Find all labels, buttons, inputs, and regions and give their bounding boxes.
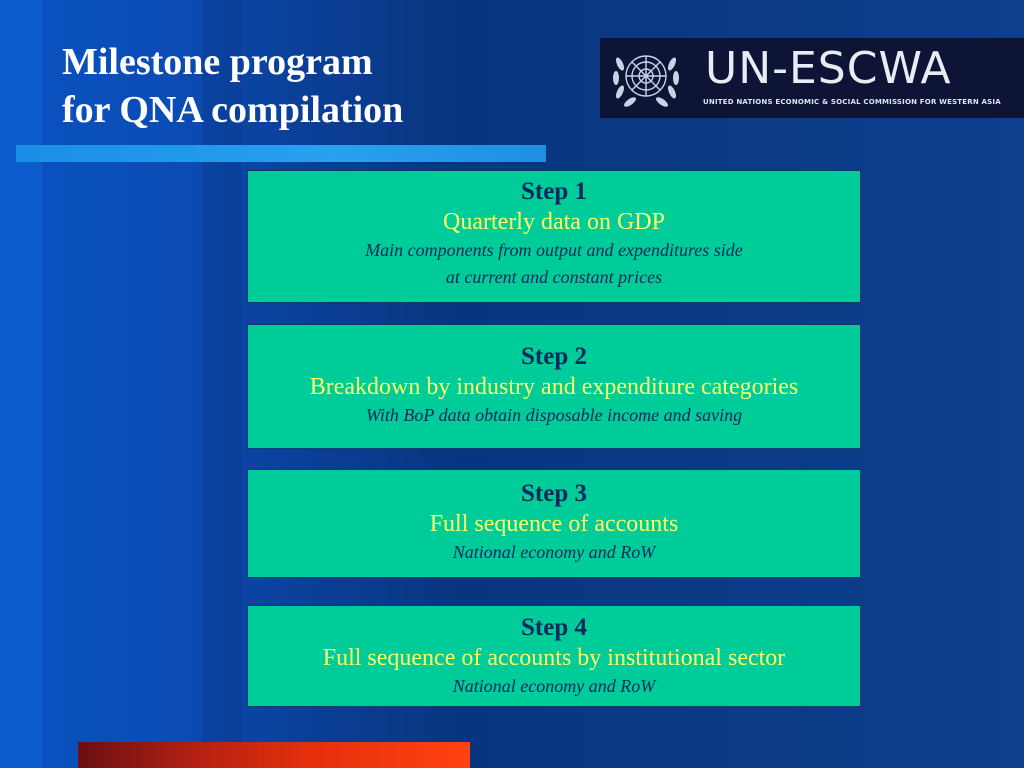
slide-title-line-2: for QNA compilation xyxy=(62,89,404,131)
step-box-3 xyxy=(247,469,861,578)
step-detail-text: Main components from output and expenditures side xyxy=(365,240,743,260)
step-main-text: Full sequence of accounts xyxy=(429,511,679,537)
step-detail-text: National economy and RoW xyxy=(452,542,656,562)
step-box-4 xyxy=(247,605,861,707)
bottom-accent-bar xyxy=(78,742,470,768)
step-title: Step 2 xyxy=(521,343,587,370)
background-band xyxy=(0,0,42,768)
slide-title xyxy=(62,38,403,134)
step-detail-text: at current and constant prices xyxy=(445,267,663,287)
un-escwa-logo xyxy=(600,38,1024,118)
slide-title-line-1: Milestone program xyxy=(62,41,373,83)
step-title: Step 1 xyxy=(521,178,587,205)
logo-subtitle: UNITED NATIONS ECONOMIC & SOCIAL COMMISSION FOR WESTERN ASIA xyxy=(703,98,1001,106)
step-detail-text: National economy and RoW xyxy=(452,676,656,696)
title-underline-bar xyxy=(16,145,546,162)
step-box-1 xyxy=(247,170,861,303)
logo-name: UN-ESCWA xyxy=(705,43,952,94)
step-detail-text: With BoP data obtain disposable income and saving xyxy=(365,405,743,425)
step-main-text: Quarterly data on GDP xyxy=(443,209,665,235)
step-main-text: Breakdown by industry and expenditure categories xyxy=(309,374,799,400)
step-box-2 xyxy=(247,324,861,449)
step-main-text: Full sequence of accounts by institutional sector xyxy=(322,645,786,671)
un-emblem-icon xyxy=(608,42,684,114)
step-title: Step 3 xyxy=(521,480,587,507)
step-title: Step 4 xyxy=(521,614,587,641)
